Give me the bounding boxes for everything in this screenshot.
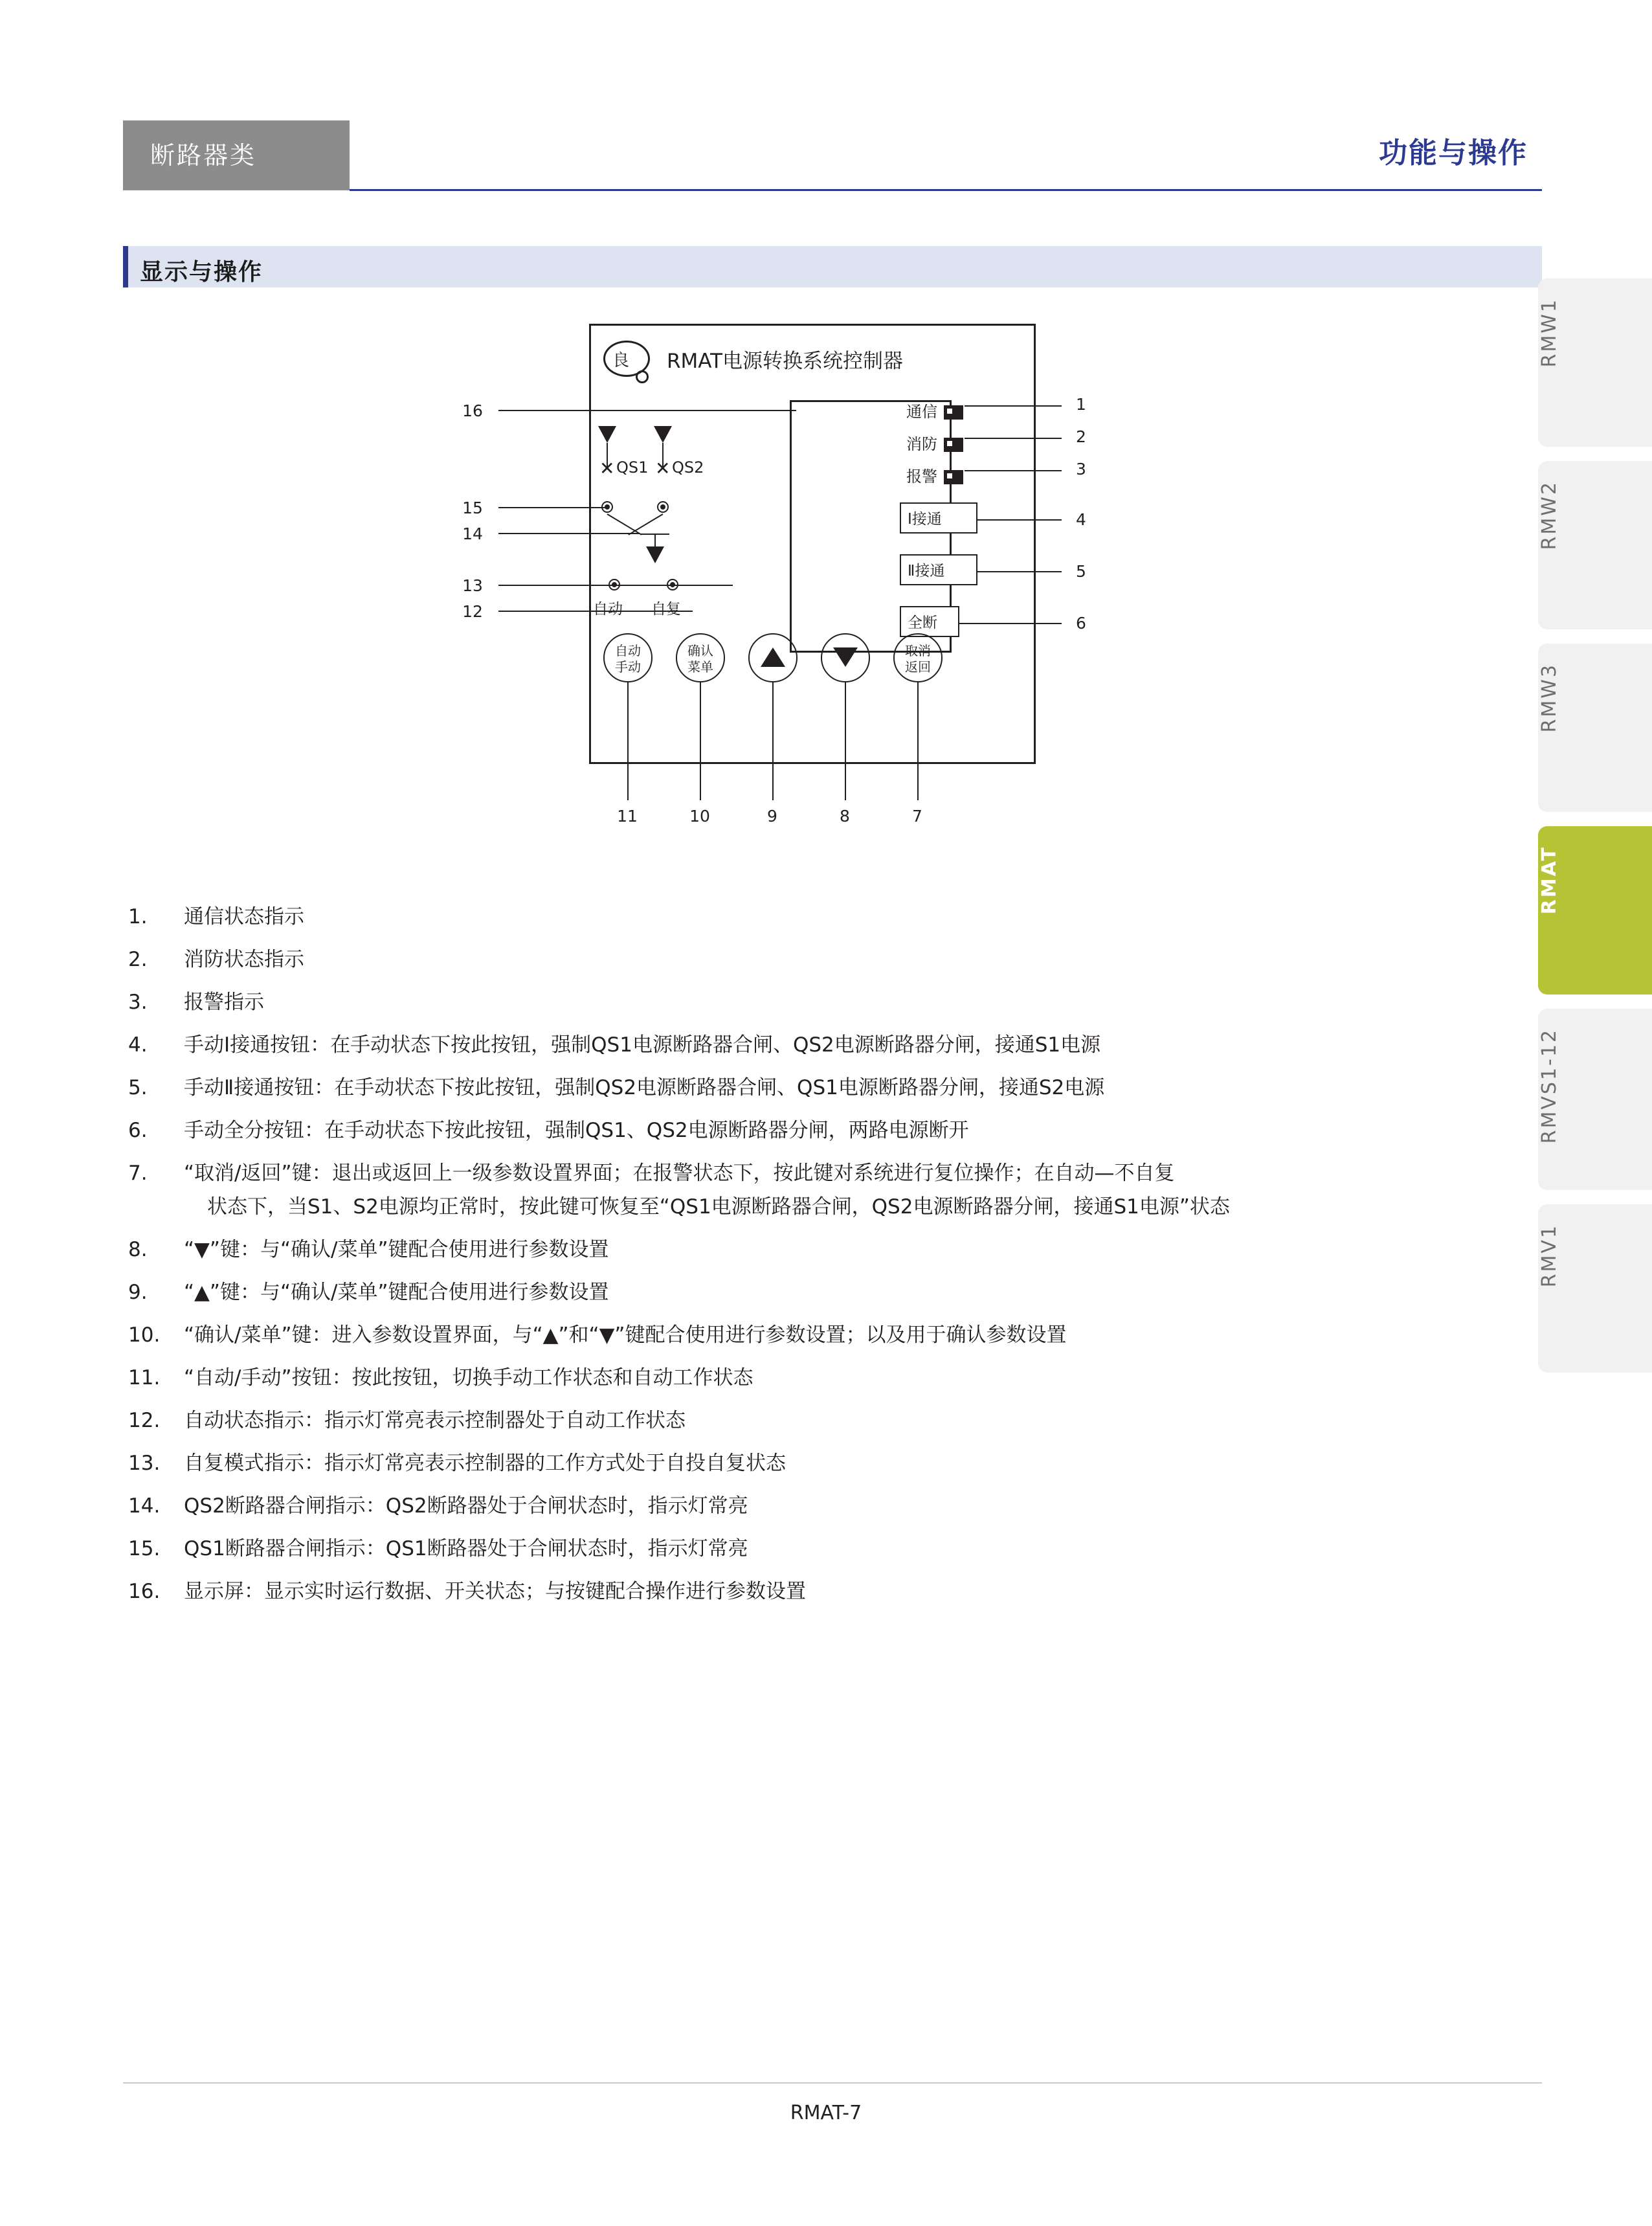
list-item-number: 14. (128, 1494, 161, 1518)
list-item (128, 943, 1520, 976)
callout-line-3 (965, 470, 1062, 471)
led-indicator-icon (944, 405, 963, 420)
schematic-load-line (654, 534, 656, 548)
list-item (128, 1156, 1520, 1224)
list-item-text: QS2断路器合闸指示：QS2断路器处于合闸状态时，指示灯常亮 (184, 1494, 748, 1518)
callout-number-6: 6 (1076, 614, 1086, 633)
side-tab-label: RMW2 (1538, 480, 1561, 550)
list-item-number: 1. (128, 905, 148, 928)
section-heading (123, 246, 1542, 287)
list-item-text: 自动状态指示：指示灯常亮表示控制器处于自动工作状态 (184, 1409, 686, 1432)
list-item-number: 16. (128, 1580, 161, 1603)
list-item (128, 1276, 1520, 1309)
led-qs1-closed-indicator (601, 501, 613, 513)
callout-number-2: 2 (1076, 427, 1086, 446)
list-item (128, 1404, 1520, 1437)
led-row-communication (906, 399, 963, 422)
callout-number-9: 9 (767, 807, 777, 826)
controller-panel-diagram (453, 304, 1139, 887)
list-item (128, 1028, 1520, 1062)
side-tab-rmv1[interactable] (1538, 1204, 1652, 1373)
button-all-off[interactable]: 全断 (900, 606, 959, 637)
header-category-tag: 断路器类 (123, 120, 350, 190)
callout-line-9 (772, 682, 774, 800)
switch-symbol-qs1-icon: ✕ (599, 458, 615, 479)
mode-label-self-restore: 自复 (651, 601, 681, 618)
source-arrow-qs1-icon (598, 426, 616, 443)
callout-number-14: 14 (462, 524, 483, 543)
side-tab-rmvs1-12[interactable] (1538, 1009, 1652, 1190)
list-item (128, 1071, 1520, 1105)
list-item-text: 手动Ⅰ接通按钮：在手动状态下按此按钮，强制QS1电源断路器合闸、QS2电源断路器分闸，接通S1电源 (184, 1033, 1101, 1057)
callout-number-3: 3 (1076, 460, 1086, 478)
list-item (128, 1114, 1520, 1147)
list-item-number: 2. (128, 948, 148, 971)
key-auto-manual[interactable] (603, 633, 653, 682)
list-item-number: 6. (128, 1119, 148, 1142)
list-item-text: 通信状态指示 (184, 905, 304, 928)
arrow-up-icon (761, 647, 785, 667)
callout-line-2 (965, 438, 1062, 439)
side-tab-rmat[interactable] (1538, 826, 1652, 995)
key-line2: 手动 (615, 659, 641, 675)
footer-divider (123, 2082, 1542, 2084)
list-item-number: 11. (128, 1366, 161, 1389)
list-item (128, 1446, 1520, 1480)
led-qs2-closed-indicator (657, 501, 669, 513)
led-self-restore-indicator (667, 579, 678, 590)
mode-label-auto: 自动 (593, 601, 623, 618)
switch-label-qs2: QS2 (672, 458, 704, 477)
key-line1: 确认 (687, 643, 713, 658)
page-title: 功能与操作 (1379, 137, 1528, 170)
callout-number-5: 5 (1076, 562, 1086, 581)
list-item (128, 1532, 1520, 1566)
key-line1: 取消 (905, 643, 931, 658)
callout-number-10: 10 (689, 807, 710, 826)
list-item (128, 1489, 1520, 1523)
callout-line-11 (627, 682, 629, 800)
list-item-text: “确认/菜单”键：进入参数设置界面，与“▲”和“▼”键配合使用进行参数设置；以及用于确认参数设置 (184, 1323, 1067, 1347)
list-item-text: 消防状态指示 (184, 948, 304, 971)
button-source-ii-on[interactable]: Ⅱ接通 (900, 554, 977, 585)
callout-line-10 (700, 682, 701, 800)
callout-number-16: 16 (462, 401, 483, 420)
list-item-number: 7. (128, 1162, 148, 1185)
side-tab-strip (1538, 278, 1652, 1387)
key-cancel-back[interactable] (893, 633, 943, 682)
side-tab-rmw1[interactable] (1538, 278, 1652, 447)
footer-page-number: RMAT-7 (790, 2102, 862, 2124)
arrow-down-icon (833, 647, 858, 667)
key-confirm-menu[interactable] (676, 633, 725, 682)
section-heading-label: 显示与操作 (140, 259, 263, 286)
callout-line-8 (845, 682, 846, 800)
side-tab-rmw2[interactable] (1538, 461, 1652, 629)
list-item-number: 15. (128, 1537, 161, 1560)
key-up-arrow[interactable] (748, 633, 798, 682)
key-line2: 返回 (905, 659, 931, 675)
list-item (128, 1361, 1520, 1395)
led-row-alarm (906, 464, 963, 486)
callout-number-1: 1 (1076, 395, 1086, 414)
list-item (128, 900, 1520, 934)
side-tab-label: RMW3 (1538, 663, 1561, 733)
switch-label-qs1: QS1 (616, 458, 649, 477)
callout-number-12: 12 (462, 602, 483, 621)
source-arrow-qs2-icon (654, 426, 672, 443)
led-indicator-icon (944, 438, 963, 452)
header-divider (350, 189, 1542, 191)
callout-line-14 (498, 533, 640, 534)
side-tab-label: RMV1 (1538, 1224, 1561, 1288)
list-item-number: 8. (128, 1238, 148, 1261)
callout-number-8: 8 (840, 807, 850, 826)
list-item-number: 3. (128, 991, 148, 1014)
callout-number-11: 11 (617, 807, 638, 826)
callout-line-1 (965, 405, 1062, 407)
list-item-number: 4. (128, 1033, 148, 1057)
list-item (128, 1318, 1520, 1352)
key-line1: 自动 (615, 643, 641, 658)
page-header (123, 120, 1542, 190)
key-down-arrow[interactable] (821, 633, 870, 682)
list-item-text: “▲”键：与“确认/菜单”键配合使用进行参数设置 (184, 1281, 609, 1304)
led-auto-mode-indicator (608, 579, 620, 590)
list-item-text: 自复模式指示：指示灯常亮表示控制器的工作方式处于自投自复状态 (184, 1452, 786, 1475)
list-item-text: 显示屏：显示实时运行数据、开关状态；与按键配合操作进行参数设置 (184, 1580, 806, 1603)
led-label-alarm: 报警 (906, 467, 937, 486)
side-tab-rmw3[interactable] (1538, 644, 1652, 812)
list-item-text-continued: 状态下，当S1、S2电源均正常时，按此键可恢复至“QS1电源断路器合闸，QS2电源断路器分闸，接通S1电源”状态 (207, 1195, 1230, 1219)
side-tab-label: RMVS1-12 (1538, 1028, 1561, 1144)
led-indicator-icon (944, 470, 963, 484)
section-accent-bar (123, 246, 128, 287)
led-row-fire (906, 431, 963, 454)
list-item-text: “自动/手动”按钮：按此按钮，切换手动工作状态和自动工作状态 (184, 1366, 753, 1389)
manufacturer-logo-icon: 良 (603, 335, 654, 386)
callout-line-16 (498, 410, 796, 411)
list-item-number: 12. (128, 1409, 161, 1432)
list-item (128, 1233, 1520, 1266)
side-tab-label: RMAT (1538, 846, 1561, 915)
switch-symbol-qs2-icon: ✕ (655, 458, 671, 479)
list-item-text: “取消/返回”键：退出或返回上一级参数设置界面；在报警状态下，按此键对系统进行复位操作；在自动—不自复 (184, 1162, 1175, 1185)
callout-line-7 (917, 682, 919, 800)
list-item-number: 13. (128, 1452, 161, 1475)
callout-number-7: 7 (912, 807, 922, 826)
list-item (128, 985, 1520, 1019)
callout-number-13: 13 (462, 576, 483, 595)
callout-number-15: 15 (462, 499, 483, 517)
callout-line-5 (977, 571, 1062, 572)
callout-line-6 (959, 623, 1062, 624)
legend-list (128, 900, 1520, 1617)
controller-model-label: RMAT电源转换系统控制器 (667, 350, 904, 373)
list-item-number: 5. (128, 1076, 148, 1099)
list-item-text: 手动Ⅱ接通按钮：在手动状态下按此按钮，强制QS2电源断路器合闸、QS1电源断路器分闸，接通S2电源 (184, 1076, 1105, 1099)
list-item-text: QS1断路器合闸指示：QS1断路器处于合闸状态时，指示灯常亮 (184, 1537, 748, 1560)
button-source-i-on[interactable]: Ⅰ接通 (900, 502, 977, 534)
callout-number-4: 4 (1076, 510, 1086, 529)
led-label-fire: 消防 (906, 435, 937, 453)
list-item-number: 9. (128, 1281, 148, 1304)
list-item-text: 手动全分按钮：在手动状态下按此按钮，强制QS1、QS2电源断路器分闸，两路电源断开 (184, 1119, 969, 1142)
list-item (128, 1575, 1520, 1608)
led-label-communication: 通信 (906, 403, 937, 421)
list-item-text: “▼”键：与“确认/菜单”键配合使用进行参数设置 (184, 1238, 609, 1261)
key-line2: 菜单 (687, 659, 713, 675)
side-tab-label: RMW1 (1538, 298, 1561, 368)
list-item-number: 10. (128, 1323, 161, 1347)
load-arrow-icon (646, 546, 664, 563)
callout-line-15 (498, 507, 607, 508)
callout-line-4 (977, 519, 1062, 521)
list-item-text: 报警指示 (184, 991, 264, 1014)
